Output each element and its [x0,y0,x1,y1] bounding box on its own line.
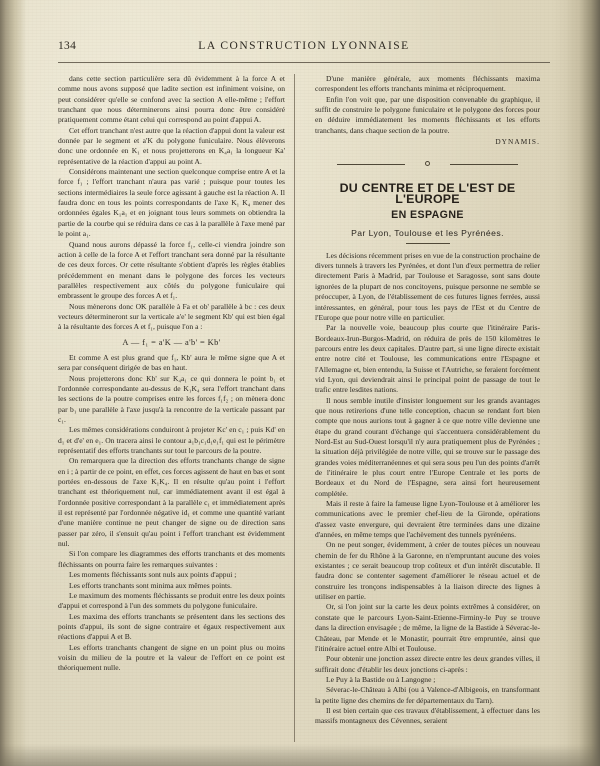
paragraph: Quand nous aurons dépassé la force f₁, celle-ci viendra joindre son action à celle de la force A et l'effort tranchant sera donné par la résultante de ces deux forces. Or cette résultante s'obtient d'après les règles établies précédemment en menant dans le polygone des forces les vecteurs parallèles respectivement aux côtés du polygone funiculaire qui embrassent le groupe des forces A et f₁. [58,239,285,301]
paragraph: Or, si l'on joint sur la carte les deux points extrêmes à considérer, on constate que le parcours Lyon-Saint-Etienne-Firminy-le Puy se trouve dans la direction envisagée ; de même, la ligne de la Bastide à Séverac-le-Château, par Mende et le Monastir, pourrait être empruntée, ainsi que l'itinéraire actuel entre Albi et Toulouse. [315,602,540,653]
page-spine-shadow [0,0,26,766]
paragraph: Considérons maintenant une section quelconque comprise entre A et la force f₁ ; l'effort tranchant n'aura pas varié ; puisque pour toutes les sections intermédiaires la seule force agissant à gauche est la réaction A. Il faudra donc en tous les points correspondants de l'axe K₁ K₄ mener des ordonnées égales K₁a₁ et en joignant tous leurs sommets on obtiendra la partie de la courbe qui se réduira dans ce cas à la parallèle à l'axe mené par le point a₁. [58,167,285,239]
header-rule [58,62,550,63]
ornament-divider [315,160,540,169]
paragraph: Et comme A est plus grand que f₁, Kb' aura le même signe que A et sera par conséquent dirigée de bas en haut. [58,352,285,373]
list-item: Le Puy à la Bastide ou à Langogne ; [326,674,436,684]
ornament-dot-icon [425,161,430,166]
article-title: DU CENTRE ET DE L'EST DE L'EUROPE [339,181,516,206]
paragraph: On ne peut songer, évidemment, à créer de toutes pièces un nouveau chemin de fer du Rhône à la Garonne, en n'empruntant aucune des voies existantes ; ce serait beaucoup trop coûteux et d'un intérêt discutable. Il faudra donc se contenter sagement d'améliorer le réseau actuel et de construire les tronçons indispensables à la liaison directe des lignes à utiliser en partie. [315,540,540,602]
paragraph: Nous mènerons donc OK parallèle à Fa et ob' parallèle à bc : ces deux vecteurs détermineront sur la verticale a'e' le segment Kb' qui est bien égal à la résultante des forces A et f₁, puisque l'on a : [58,301,285,332]
column-divider-rule [294,74,295,742]
list-item: Les efforts tranchants sont minima aux mêmes points. [69,580,232,590]
left-text-column [58,74,294,742]
paragraph: Les efforts tranchants changent de signe en un point plus ou moins voisin du milieu de la poutre et la valeur de l'effort en ce point est théoriquement nulle. [58,642,285,673]
article-signature: DYNAMIS. [495,137,540,147]
list-item: Séverac-le-Château à Albi (ou à Valence-d'Albigeois, en transformant la petite ligne des chemins de fer départementaux du Tarn). [315,685,540,705]
article-subtitle: EN ESPAGNE [391,209,464,222]
article-byline: Par Lyon, Toulouse et les Pyrénées. [351,228,504,239]
paragraph: dans cette section particulière sera dû évidemment à la force A et comme nous avons supposé que ladite section est infiniment voisine, on peut considérer qu'elle se confond avec la section A elle-même ; l'effort tranchant que nous déterminerons ainsi pourra donc être considéré pratiquement comme étant celui qui correspond au point d'appui A. [58,74,285,125]
paragraph: Il est bien certain que ces travaux d'établissement, à effectuer dans les massifs montagneux des Cévennes, seraient [315,705,540,726]
paragraph: D'une manière générale, aux moments fléchissants maxima correspondent les efforts tranchants minima et réciproquement. [315,74,540,94]
paragraph: Mais il reste à faire la fameuse ligne Lyon-Toulouse et à améliorer les communications avec le premier chef-lieu de la Gironde, opérations d'assez vaste envergure, qui devraient être terminées dans une dizaine d'années, en même temps que l'achèvement des tunnels pyrénéens. [315,499,540,540]
paragraph: On remarquera que la direction des efforts tranchants change de signe en i ; à partir de ce point, en effet, ces forces agissent de haut en bas et sont portées en-dessous de l'axe K₁K₄. Il en résulte qu'au point i l'effort tranchant est théoriquement nul, car immédiatement avant il est égal à l'ordonnée positive correspondant à la parallèle c₁ et immédiatement après il est représenté par l'ordonnée négative id₁ et comme une quantité variant d'une manière continue ne peut changer de signe ou de direction sans passer par zéro, il s'ensuit qu'au point i l'effort tranchant est évidemment nul. [58,456,285,549]
ornament-rule-right [450,164,518,165]
running-head-title: LA CONSTRUCTION LYONNAISE [198,40,410,52]
page-bottom-shadow [0,744,600,766]
folio-number: 134 [58,40,77,52]
equation: A — f₁ = a'K — a'b' = Kb' [122,337,221,347]
paragraph: Les mêmes considérations conduiront à projeter Kc' en c₁ ; puis Kd' en d₁ et d'e' en e₁. On tracera ainsi le contour a₁b₁c₁d₁e₁f₁ qui est le périmètre représentatif des efforts tranchants sur tout le parcours de la poutre. [58,425,285,456]
page-edge-shadow [566,0,600,766]
paragraph: Les maxima des efforts tranchants se présentent dans les sections des points d'appui, ils sont de signe contraire et égaux respectivement aux réactions d'appui A et B. [58,611,285,642]
list-item: Les moments fléchissants sont nuls aux points d'appui ; [69,570,237,580]
running-head [58,38,550,58]
right-text-column [304,74,540,742]
paragraph: Il nous semble inutile d'insister longuement sur les grands avantages que nous retirerions d'une telle conception, chacun se rendant fort bien compte que nous aurions tout à gagner à ce que notre ville devienne une étape du grand courant d'échange qui s'accentuera considérablement du Nord-Est au Sud-Ouest lorsqu'il n'y aura pratiquement plus de Pyrénées ; la situation déjà privilégiée de notre ville, qui se trouve sur le passage des grandes voies méditerranéennes et qui sera sous peu l'un des points d'arrêt de l'itinéraire le plus court entre l'Europe Centrale et les ports de Bordeaux et du Nord de l'Espagne, sera ainsi fort heureusement complétée. [315,395,540,498]
paragraph: Le maximum des moments fléchissants se produit entre les deux points d'appui et correspond à l'un des sommets du polygone funiculaire. [58,590,285,611]
two-column-body [58,74,550,742]
ornament-rule-left [337,164,405,165]
paragraph: Si l'on compare les diagrammes des efforts tranchants et des moments fléchissants on pourra faire les remarques suivantes : [58,549,285,569]
byline-rule [406,243,450,244]
paragraph: Nous projetterons donc Kb' sur K₄a₁ ce qui donnera le point b₁ et l'ordonnée correspondante au-dessus de K₁K₄ sera l'effort tranchant dans les sections de la poutre comprises entre les forces f₁f₂ ; on mènera donc par b₁ une parallèle à l'axe jusqu'à la rencontre de la verticale passant par c₁. [58,373,285,424]
paragraph: Les décisions récemment prises en vue de la construction prochaine de divers tunnels à travers les Pyrénées, et dont l'un d'eux permettra de relier directement Paris à Madrid, par Toulouse et Saragosse, sont sans doute ignorées de la plupart de nos concitoyens, puisque personne ne semble se préoccuper, à Lyon, de l'établissement de ces futures lignes ferrées, aussi intéressantes, en général, pour tous les pays de l'Est et du Centre de l'Europe que pour notre ville en particulier. [315,250,540,322]
paragraph: Pour obtenir une jonction assez directe entre les deux grandes villes, il suffirait donc d'établir les deux jonctions ci-après : [315,654,540,674]
paragraph: Par la nouvelle voie, beaucoup plus courte que l'itinéraire Paris-Bordeaux-Irun-Burgos-Madrid, on réduira de près de 150 kilomètres le parcours entre les deux capitales. D'autre part, si une ligne directe existait entre notre cité et Toulouse, les communications entre l'Espagne et l'Allemagne et, bien entendu, la Suisse et l'Autriche, se feraient forcément vid Lyon, qui deviendrait ainsi le principal point de passage de tout le trafic entre lesdites nations. [315,323,540,395]
paragraph: Cet effort tranchant n'est autre que la réaction d'appui dont la valeur est donnée par le segment et a'K du polygone funiculaire. Nous élèverons donc une ordonnée en K₁ et nous projetterons en K₄a₁ la longueur Ka' représentative de la réaction d'appui au point A. [58,125,285,166]
paragraph: Enfin l'on voit que, par une disposition convenable du graphique, il suffit de construire le polygone funiculaire et le polygone des forces pour en déduire immédiatement les moments fléchissants et les efforts tranchants, dans chaque section de la poutre. [315,94,540,135]
